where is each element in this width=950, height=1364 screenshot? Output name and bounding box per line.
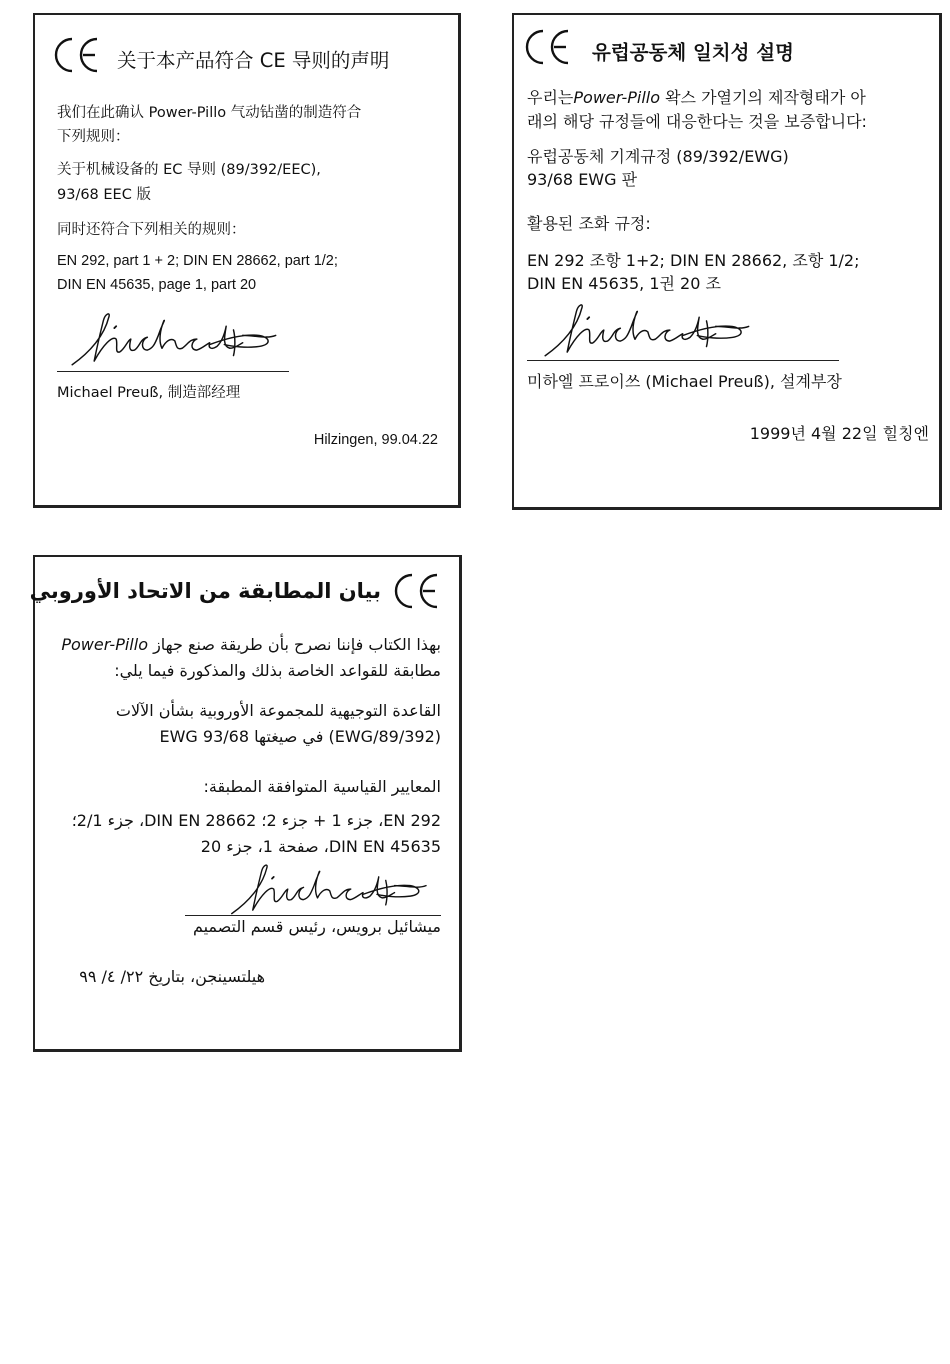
signature-line <box>185 915 441 916</box>
product-name: Power-Pillo <box>61 635 148 654</box>
directive-line: (89/392/EWG) في صيغتها 93/68 EWG <box>159 727 441 746</box>
standards-line: DIN EN 45635, page 1, part 20 <box>57 277 257 293</box>
standards-line: DIN EN 45635, 1권 20 조 <box>527 274 721 293</box>
ce-mark-icon <box>393 571 441 611</box>
intro-line: 下列规则： <box>57 129 130 145</box>
product-name: Power-Pillo <box>573 88 660 107</box>
intro-line: بهذا الكتاب فإننا نصرح بأن طريقة صنع جهاز Power-Pillo <box>61 635 441 654</box>
declaration-title: 유럽공동체 일치성 설명 <box>592 41 794 64</box>
directive-line: 유럽공동체 기계규정 (89/392/EWG) <box>527 147 789 166</box>
declaration-arabic <box>29 555 462 1052</box>
intro-line: 래의 해당 규정들에 대응한다는 것을 보증합니다: <box>527 112 867 131</box>
date-place: 1999년 4월 22일 힐칭엔 <box>749 424 929 443</box>
signature-image <box>536 298 756 364</box>
standards-heading: 同时还符合下列相关的规则： <box>57 222 246 238</box>
standards-heading: المعايير القياسية المتوافقة المطبقة: <box>203 777 441 796</box>
standards-line: EN 292 조항 1+2; DIN EN 28662, 조항 1/2; <box>527 251 860 270</box>
directive-line: 93/68 EWG 판 <box>527 170 638 189</box>
intro-line: 우리는Power-Pillo 왁스 가열기의 제작형태가 아 <box>527 88 866 107</box>
declaration-chinese <box>33 13 461 508</box>
signer-name: ميشائيل برويس، رئيس قسم التصميم <box>192 917 441 936</box>
signature-line <box>527 360 839 361</box>
directive-line: 关于机械设备的 EC 导则 (89/392/EEC), <box>57 162 321 178</box>
intro-line: مطابقة للقواعد الخاصة بذلك والمذكورة فيما يلي: <box>114 661 441 680</box>
directive-line: القاعدة التوجيهية للمجموعة الأوروبية بشأن الآلات <box>115 701 441 720</box>
ce-mark-icon <box>524 27 572 67</box>
declaration-title: بيان المطابقة من الاتحاد الأوروبي <box>29 579 381 603</box>
standards-line: EN 292، جزء 1 + جزء 2؛ DIN EN 28662، جزء 2/1؛ <box>71 811 441 830</box>
directive-line: 93/68 EEC 版 <box>57 187 151 203</box>
standards-line: DIN EN 45635، صفحة 1، جزء 20 <box>200 837 441 856</box>
signer-name: Michael Preuß, 制造部经理 <box>57 385 241 401</box>
intro-line: 我们在此确认 Power-Pillo 气动钻凿的制造符合 <box>57 105 362 121</box>
declaration-title: 关于本产品符合 CE 导则的声明 <box>117 49 390 72</box>
signature-image <box>223 859 433 921</box>
ce-mark-icon <box>53 35 101 75</box>
declaration-korean <box>512 13 942 510</box>
signer-name: 미하엘 프로이쓰 (Michael Preuß), 설계부장 <box>527 372 842 391</box>
signature-image <box>63 307 283 373</box>
place-date: Hilzingen, 99.04.22 <box>313 432 438 448</box>
signature-line <box>57 371 289 372</box>
standards-line: EN 292, part 1 + 2; DIN EN 28662, part 1/2; <box>57 253 338 269</box>
place-date: هيلتسينجن، بتاريخ ٢٢/ ٤/ ٩٩ <box>79 967 265 986</box>
standards-heading: 활용된 조화 규정: <box>527 214 651 233</box>
